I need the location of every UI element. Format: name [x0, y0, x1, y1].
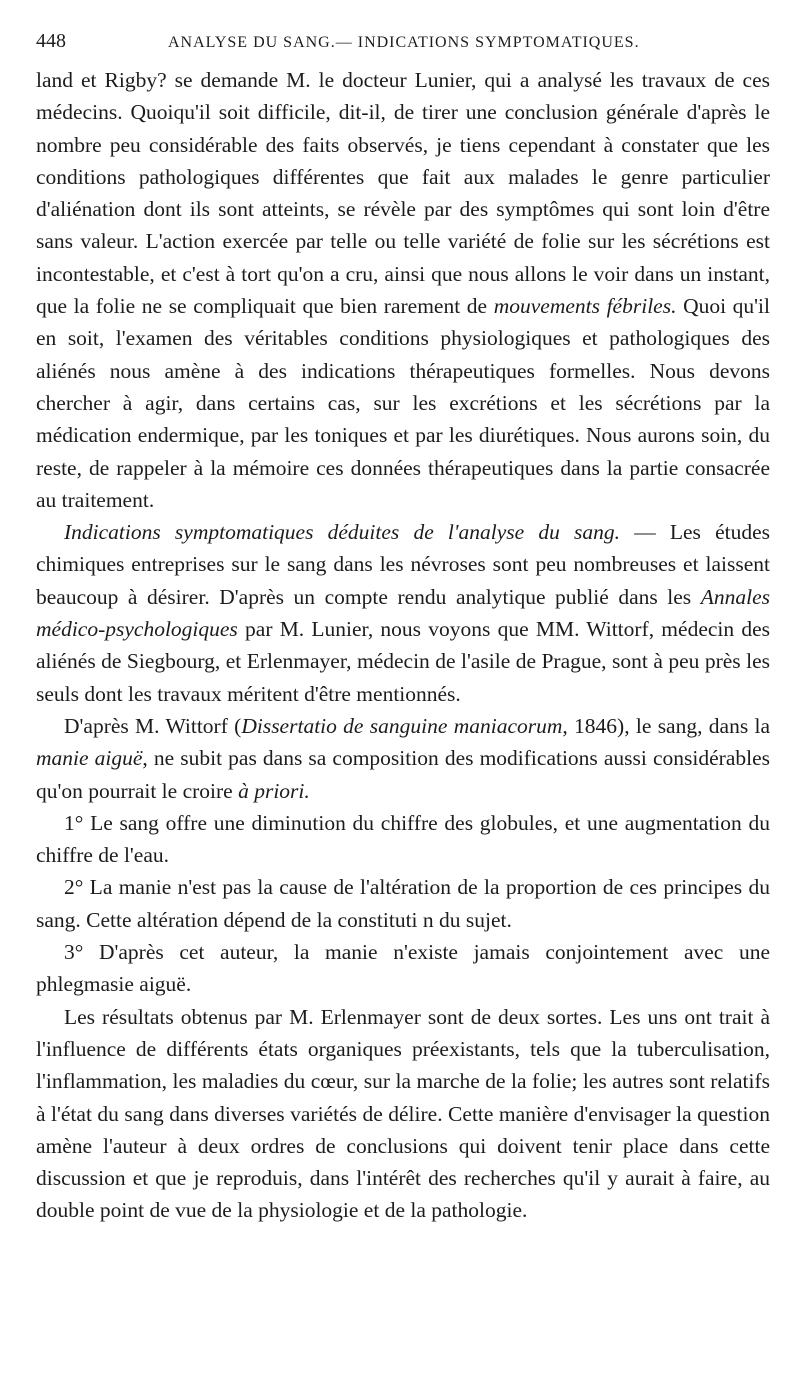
paragraph-2-text-b: par M. Lunier, nous voyons que MM. Wittorf, médecin des aliénés de Siegbourg, et Erlenmayer, médecin de l'asile de Prague, sont à peu près les seuls dont les travaux méritent d'être mentionnés. — [36, 617, 770, 706]
journal-title: Annales médico-psychologiques — [36, 584, 770, 642]
paragraph-7: Les résultats obtenus par M. Erlenmayer sont de deux sortes. Les uns ont trait à l'influence de différents états organiques préexistants, tels que la tuberculisation, l'inflammation, les maladies du cœur, sur la marche de la folie; les autres sont relatifs à l'état du sang dans diverses variétés de délire. Cette manière d'envisager la question amène l'auteur à deux ordres de conclusions qui doivent tenir place dans cette discussion et que je reproduis, dans l'intérêt des recherches qu'il y aurait à faire, au double point de vue de la physiologie et de la pathologie. — [36, 1004, 770, 1223]
paragraph-3-text-c: , ne subit pas dans sa composition des modifications aussi considérables qu'on pourrait le croire — [36, 746, 770, 803]
dissertation-title: Dissertatio de sanguine maniacorum — [241, 713, 563, 738]
paragraph-1-italic: mouvements fébriles. — [493, 294, 677, 319]
paragraph-1-rest: Quoi qu'il en soit, l'examen des véritables conditions physiologiques et pathologiques des aliénés nous amène à des indications thérapeutiques formelles. Nous devons chercher à agir, dans certains cas, sur les excrétions et les sécrétions par la médication endermique, par les toniques et par les diurétiques. Nous aurons soin, du reste, de rappeler à la mémoire ces données thérapeutiques dans la partie consacrée au traitement. — [36, 294, 770, 512]
page-header — [36, 30, 770, 64]
page-number: 448 — [36, 30, 66, 52]
section-heading: Indications symptomatiques déduites de l'analyse du sang. — [64, 520, 621, 545]
paragraph-4: 1° Le sang offre une diminution du chiffre des globules, et une augmentation du chiffre de l'eau. — [36, 810, 770, 868]
paragraph-2-text-a: — Les études chimiques entreprises sur le sang dans les névroses sont peu nombreuses et laissent beaucoup à désirer. D'après un compte rendu analytique publié dans les — [36, 520, 771, 609]
paragraph-3-italic-2: manie aiguë — [36, 746, 143, 771]
paragraph-6: 3° D'après cet auteur, la manie n'existe jamais conjointement avec une phlegmasie aiguë. — [36, 940, 770, 997]
paragraph-3-text-a: D'après M. Wittorf ( — [64, 713, 242, 738]
body-text — [36, 64, 770, 1227]
paragraph-5: 2° La manie n'est pas la cause de l'altération de la proportion de ces principes du sang. Cette altération dépend de la constituti n du sujet. — [36, 875, 770, 932]
paragraph-1-text: land et Rigby? se demande M. le docteur Lunier, qui a analysé les travaux de ces médecins. Quoiqu'il soit difficile, dit-il, de tirer une conclusion générale d'après le nombre peu considérable des faits observés, je tiens cependant à constater que les conditions pathologiques différentes que fait aux malades le genre particulier d'aliénation dont ils sont atteints, se révèle par des symptômes qui sont loin d'être sans valeur. L'action exercée par telle ou telle variété de folie sur les sécrétions est incontestable, et c'est à tort qu'on a cru, ainsi que nous allons le voir dans un instant, que la folie ne se compliquait que bien rarement de — [36, 68, 770, 319]
paragraph-3-text-b: , 1846), le sang, dans la — [562, 713, 770, 738]
paragraph-2 — [36, 516, 770, 710]
paragraph-3 — [36, 710, 770, 807]
running-head: ANALYSE DU SANG.— INDICATIONS SYMPTOMATIQUES. — [168, 34, 640, 51]
paragraph-1 — [36, 64, 770, 516]
paragraph-3-italic-3: à priori. — [238, 778, 310, 803]
